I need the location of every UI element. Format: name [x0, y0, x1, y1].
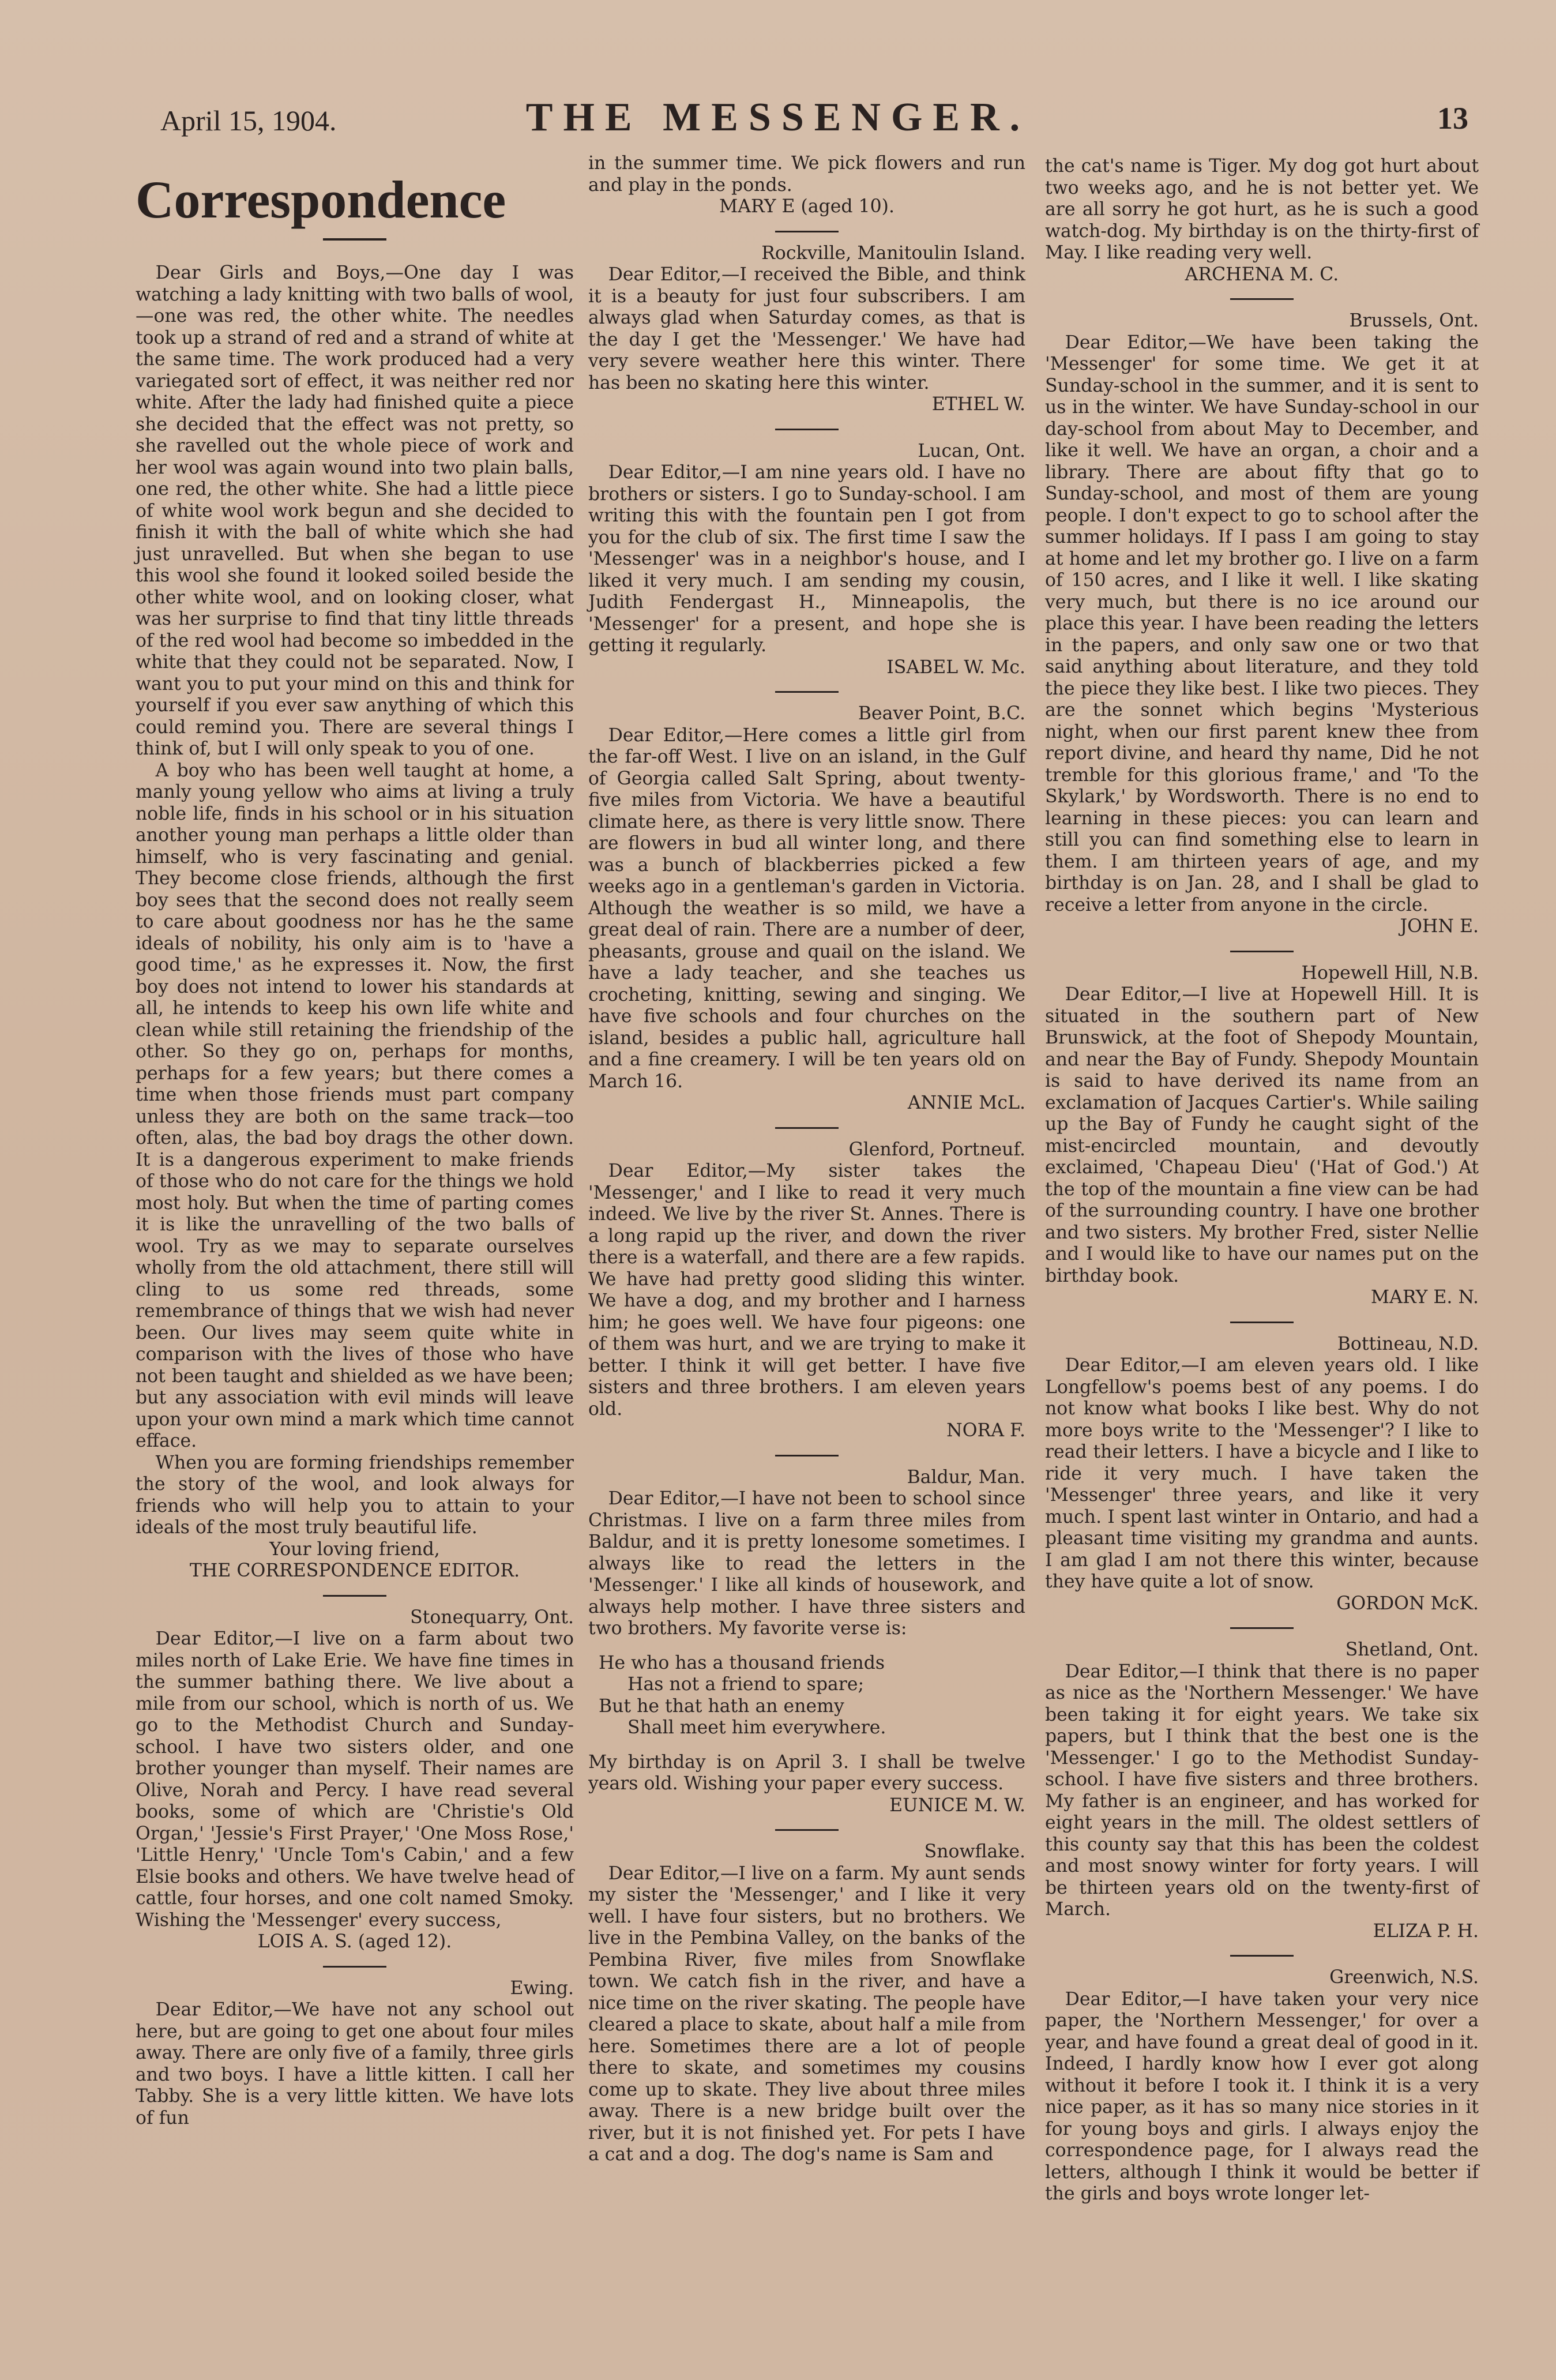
editor-closing: Your loving friend,: [269, 1538, 440, 1560]
letter-body: Dear Editor,—Here comes a little girl from the far-off West. I live on an island, in the Gulf of Georgia called Salt Spring, about twenty-five miles from Victoria. We have a beautiful climate here, as there is very little snow. There are flowers in bud all winter long, and there was a bunch of blackberries picked a few weeks ago in a gentleman's garden in Victoria. Although the weather is so mild, we have a great deal of rain. There are a number of deer, pheasants, grouse and quail on the island. We have a lady teacher, and she teaches us crocheting, knitting, sewing and singing. We have five schools and four churches on the island, besides a public hall, agriculture hall and a fine creamery. I will be ten years old on March 16.: [588, 724, 1025, 1092]
editor-letter-paragraph: A boy who has been well taught at home, a manly young yellow who aims at living a truly noble life, finds in his school or in his situation another young man perhaps a little older than himself, who is very fascinating and genial. They become close friends, although the first boy sees that the second does not really seem to care about goodness nor has he the same ideals of nobility, his only aim is to 'have a good time,' as he expresses it. Now, the first boy does not intend to lower his standards at all, he intends to keep his own life white and clean while still retaining the friendship of the other. So they go on, perhaps for months, perhaps for a few years; but there comes a time when those friends must part company unless they are both on the same track—too often, alas, the bad boy drags the other down. It is a dangerous experiment to make friends of those who do not care for the things we hold most holy. But when the time of parting comes it is like the unravelling of the two balls of wool. Try as we may to separate ourselves wholly from the old attachment, there still will cling to us some red threads, some remembrance of things that we wish had never been. Our lives may seem quite white in comparison with the lives of those who have not been taught and shielded as we have been; but any association with evil minds will leave upon your own mind a mark which time cannot efface.: [136, 760, 574, 1451]
letter-place: Shetland, Ont.: [1345, 1639, 1479, 1660]
letter-place: Ewing.: [510, 1977, 574, 1999]
letter-body: Dear Editor,—I am nine years old. I have no brothers or sisters. I go to Sunday-school. I am writing this with the fountain pen I got from you for the club of six. The first time I saw the 'Messenger' was in a neighbor's house, and I liked it very much. I am sending my cousin, Judith Fendergast H., Minneapolis, the 'Messenger' for a present, and hope she is getting it regularly.: [588, 462, 1025, 656]
letter-separator: [1230, 1955, 1294, 1957]
verse-line: Has not a friend to spare;: [627, 1674, 865, 1695]
editor-letter-paragraph: When you are forming friendships remember the story of the wool, and look always for friends who will help you to attain to your ideals of the most truly beautiful life.: [136, 1452, 574, 1538]
verse-line: Shall meet him everywhere.: [627, 1717, 886, 1738]
letter-separator: [1230, 298, 1294, 300]
letter-body: Dear Editor,—I live on a farm. My aunt sends my sister the 'Messenger,' and I like it very well. I have four sisters, but no brothers. We live in the Pembina Valley, on the banks of the Pembina River, five miles from Snowflake town. We catch fish in the river, and have a nice time on the river skating. The people have cleared a place to skate, about half a mile from here. Sometimes there are a lot of people there to skate, and sometimes my cousins come up to skate. They live about three miles away. There is a new bridge built over the river, but it is not finished yet. For pets I have a cat and a dog. The dog's name is Sam and: [588, 1863, 1025, 2165]
letter-body: Dear Editor,—I think that there is no paper as nice as the 'Northern Messenger.' We have been taking it for eight years. We take six papers, but I think that the best one is the 'Messenger.' I go to the Methodist Sunday-school. I have five sisters and three brothers. My father is an engineer, and has worked for eight years in the mill. The oldest settlers of this county say that this has been the coldest and most snowy winter for forty years. I will be thirteen years old on the twenty-first of March.: [1045, 1661, 1479, 1920]
letter-signature: JOHN E.: [1400, 916, 1479, 937]
editor-letter-paragraph: Dear Girls and Boys,—One day I was watching a lady knitting with two balls of wool,—one was red, the other white. The needles took up a strand of red and a strand of white at the same time. The work produced had a very variegated sort of effect, it was neither red nor white. After the lady had finished quite a piece she decided that the effect was not pretty, so she ravelled out the whole piece of work and her wool was again wound into two plain balls, one red, the other white. She had a little piece of white wool work begun and she decided to finish it with the ball of white which she had just unravelled. But when she began to use this wool she found it looked soiled beside the other white wool, and on looking closer, what was her surprise to find that tiny little threads of the red wool had become so imbedded in the white that they could not be separated. Now, I want you to put your mind on this and think for yourself if you ever saw anything of which this could remind you. There are several things I think of, but I will only speak to you of one.: [136, 262, 574, 759]
letter-signature: EUNICE M. W.: [889, 1795, 1025, 1816]
letter-signature: ELIZA P. H.: [1373, 1920, 1479, 1942]
letter-place: Stonequarry, Ont.: [410, 1606, 574, 1628]
page-header: [0, 87, 1556, 150]
letter-body: Dear Editor,—My sister takes the 'Messenger,' and I like to read it very much indeed. We live by the river St. Annes. There is a long rapid up the river, and down the river there is a waterfall, and there are a few rapids. We have had pretty good sliding this winter. We have a dog, and my brother and I harness him; he goes well. We have four pigeons: one of them was hurt, and we are trying to make it better. I think it will get better. I have five sisters and three brothers. I am eleven years old.: [588, 1161, 1025, 1420]
letter-place: Baldur, Man.: [907, 1466, 1025, 1488]
letter-place: Beaver Point, B.C.: [858, 703, 1025, 724]
letter-separator: [1230, 951, 1294, 952]
verse-line: But he that hath an enemy: [599, 1695, 844, 1717]
page-number: 13: [1437, 101, 1468, 136]
letter-separator: [323, 1595, 386, 1597]
verse-line: He who has a thousand friends: [599, 1652, 885, 1673]
letter-signature: MARY E (aged 10).: [719, 196, 894, 217]
letter-place: Lucan, Ont.: [918, 440, 1025, 461]
letter-signature: ISABEL W. Mc.: [886, 656, 1025, 678]
letter-body: Dear Editor,—I received the Bible, and think it is a beauty for just four subscribers. I am always glad when Saturday comes, as that is the day I get the 'Messenger.' We have had very severe weather here this winter. There has been no skating here this winter.: [588, 264, 1025, 393]
letter-place: Snowflake.: [924, 1841, 1025, 1862]
letter-place: Hopewell Hill, N.B.: [1301, 962, 1479, 983]
poem-verse: [588, 1653, 1025, 1739]
letter-body: Dear Editor,—We have not any school out here, but are going to get one about four miles away. There are only five of a family, three girls and two boys. I have a little kitten. I call her Tabby. She is a very little kitten. We have lots of fun: [136, 1999, 574, 2129]
letter-signature: MARY E. N.: [1370, 1287, 1479, 1308]
column-1: [136, 153, 574, 2129]
letter-continuation: in the summer time. We pick flowers and run and play in the ponds.: [588, 153, 1025, 196]
letter-place: Glenford, Portneuf.: [848, 1139, 1025, 1160]
section-title: Correspondence: [136, 170, 506, 229]
letter-separator: [1230, 1322, 1294, 1323]
letter-body: Dear Editor,—We have been taking the 'Messenger' for some time. We get it at Sunday-school in the summer, and it is sent to us in the winter. We have Sunday-school in our day-school from about May to December, and like it well. We have an organ, a choir and a library. There are about fifty that go to Sunday-school, and most of them are young people. I don't expect to go to school after the summer holidays. If I pass I am going to stay at home and let my brother go. I live on a farm of 150 acres, and I like it well. I like skating very much, but there is no ice around our place this year. I have been reading the letters in the papers, and only saw one or two that said anything about literature, and they told the piece they like best. I like two pieces. They are the sonnet which begins 'Mysterious night, when our first parent knew thee from report divine, and heard thy name, Did he not tremble for this glorious frame,' and 'To the Skylark,' by Wordsworth. There is no end to learning in these pieces: you can learn and still you can find something else to learn in them. I am thirteen years of age, and my birthday is on Jan. 28, and I shall be glad to receive a letter from anyone in the circle.: [1045, 332, 1479, 915]
letter-body: Dear Editor,—I am eleven years old. I like Longfellow's poems best of any poems. I do not know what books I like best. Why do not more boys write to the 'Messenger'? I like to read their letters. I have a bicycle and I like to ride it very much. I have taken the 'Messenger' three years, and like it very much. I spent last winter in Ontario, and had a pleasant time visiting my grandma and aunts. I am glad I am not there this winter, because they have quite a lot of snow.: [1045, 1355, 1479, 1592]
letter-separator: [775, 691, 839, 693]
letter-separator: [1230, 1627, 1294, 1629]
letter-separator: [775, 1829, 839, 1831]
letter-place: Brussels, Ont.: [1349, 310, 1479, 331]
letter-body: My birthday is on April 3. I shall be twelve years old. Wishing your paper every success.: [588, 1751, 1025, 1794]
letter-body: Dear Editor,—I have not been to school since Christmas. I live on a farm three miles from Baldur, and it is pretty lonesome sometimes. I always like to read the letters in the 'Messenger.' I like all kinds of housework, and always help mother. I have three sisters and two brothers. My favorite verse is:: [588, 1488, 1025, 1639]
letter-signature: GORDON McK.: [1336, 1593, 1479, 1614]
letter-signature: LOIS A. S. (aged 12).: [257, 1931, 452, 1952]
letter-separator: [323, 1966, 386, 1968]
title-rule: [323, 238, 386, 241]
letter-continuation: the cat's name is Tiger. My dog got hurt about two weeks ago, and he is not better yet. We are all sorry he got hurt, as he is such a good watch-dog. My birthday is on the thirty-first of May. I like reading very well.: [1045, 156, 1479, 263]
letter-separator: [775, 1127, 839, 1129]
column-2: [588, 153, 1025, 2166]
letter-signature: NORA F.: [946, 1420, 1025, 1441]
letter-separator: [775, 429, 839, 430]
letter-body: Dear Editor,—I live on a farm about two miles north of Lake Erie. We have fine times in the summer bathing there. We live about a mile from our school, which is north of us. We go to the Methodist Church and Sunday-school. I have two sisters older, and one brother younger than myself. Their names are Olive, Norah and Percy. I have read several books, some of which are 'Christie's Old Organ,' 'Jessie's First Prayer,' 'One Moss Rose,' 'Little Henry,' 'Uncle Tom's Cabin,' and a few Elsie books and others. We have twelve head of cattle, four horses, and one colt named Smoky. Wishing the 'Messenger' every success,: [136, 1628, 574, 1931]
letter-signature: ARCHENA M. C.: [1185, 264, 1339, 285]
column-3: [1045, 156, 1479, 2205]
editor-signature: THE CORRESPONDENCE EDITOR.: [189, 1560, 520, 1581]
letter-body: Dear Editor,—I live at Hopewell Hill. It is situated in the southern part of New Brunswick, at the foot of Shepody Mountain, and near the Bay of Fundy. Shepody Mountain is said to have derived its name from an exclamation of Jacques Cartier's. While sailing up the Bay of Fundy he caught sight of the mist-encircled mountain, and devoutly exclaimed, 'Chapeau Dieu' ('Hat of God.') At the top of the mountain a fine view can be had of the surrounding country. I have one brother and two sisters. My brother Fred, sister Nellie and I would like to have our names put on the birthday book.: [1045, 984, 1479, 1286]
letter-signature: ANNIE McL.: [907, 1093, 1025, 1113]
letter-separator: [775, 1455, 839, 1456]
letter-body: Dear Editor,—I have taken your very nice paper, the 'Northern Messenger,' for over a year, and have found a great deal of good in it. Indeed, I hardly know how I ever got along without it before I took it. I think it is a very nice paper, as it has so many nice stories in it for young boys and girls. I always enjoy the correspondence page, for I always read the letters, although I think it would be better if the girls and boys wrote longer let-: [1045, 1988, 1479, 2204]
letter-place: Greenwich, N.S.: [1329, 1967, 1479, 1988]
masthead-title: THE MESSENGER.: [525, 95, 1031, 140]
letter-separator: [775, 231, 839, 232]
issue-date: April 15, 1904.: [160, 104, 337, 137]
letter-signature: ETHEL W.: [931, 394, 1025, 415]
letter-place: Bottineau, N.D.: [1337, 1333, 1479, 1354]
letter-place: Rockville, Manitoulin Island.: [761, 242, 1025, 264]
